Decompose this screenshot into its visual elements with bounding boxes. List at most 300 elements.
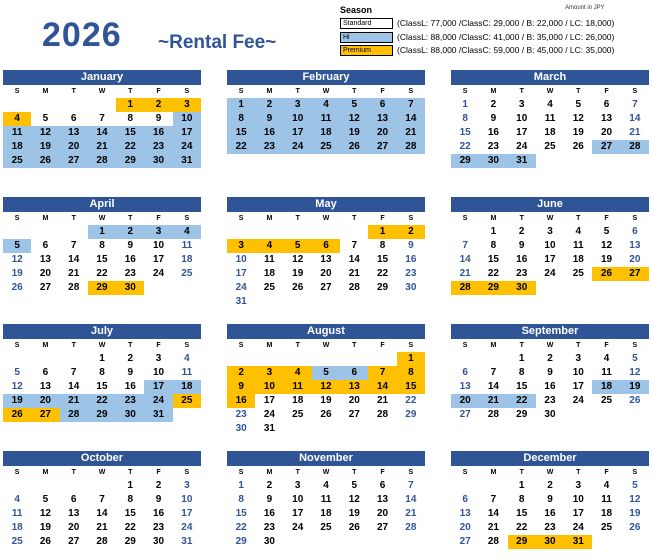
day-cell: 5 <box>42 113 49 124</box>
day-cell: 10 <box>255 380 283 394</box>
month-days-grid <box>227 85 425 154</box>
day-cell: 8 <box>397 366 425 380</box>
day-cell: 7 <box>99 113 105 124</box>
legend-text-hi: (ClassL: 88,000 /ClassC: 41,000 / B: 35,000 / LC: 26,000) <box>397 32 615 42</box>
day-cell: 25 <box>173 394 201 408</box>
day-cell: 8 <box>127 494 134 505</box>
weekday-label: T <box>352 215 357 222</box>
day-cell: 29 <box>516 409 528 420</box>
day-cell: 27 <box>320 282 332 293</box>
day-cell: 24 <box>235 282 247 293</box>
day-cell: 21 <box>459 268 471 279</box>
day-cell: 25 <box>572 268 584 279</box>
day-cell: 28 <box>405 522 417 533</box>
day-cell: 18 <box>544 127 556 138</box>
empty-cell <box>3 352 31 366</box>
weekday-label: S <box>14 469 20 476</box>
day-cell: 20 <box>68 522 80 533</box>
weekday-label: S <box>462 88 468 95</box>
weekday-label: S <box>632 215 638 222</box>
month-january <box>3 70 201 168</box>
year-title: 2026 <box>42 16 122 54</box>
day-cell: 11 <box>11 508 23 519</box>
empty-cell <box>284 225 312 239</box>
weekday-label: F <box>156 342 161 349</box>
empty-cell <box>340 352 368 366</box>
weekday-label: T <box>352 88 357 95</box>
legend-row-standard <box>340 17 614 29</box>
day-cell: 13 <box>368 112 396 126</box>
day-cell: 24 <box>516 141 528 152</box>
day-cell: 17 <box>292 508 304 519</box>
weekday-label: S <box>408 215 414 222</box>
day-cell: 26 <box>320 409 332 420</box>
day-cell: 12 <box>31 126 59 140</box>
empty-cell <box>60 98 88 112</box>
month-march <box>451 70 649 168</box>
day-cell: 15 <box>116 126 144 140</box>
day-cell: 16 <box>144 126 172 140</box>
day-cell: 14 <box>629 113 641 124</box>
day-cell: 5 <box>603 226 610 237</box>
weekday-label: M <box>266 215 273 222</box>
day-cell: 3 <box>547 226 553 237</box>
empty-cell <box>60 479 88 493</box>
day-cell: 19 <box>11 268 23 279</box>
day-cell: 4 <box>173 225 201 239</box>
empty-cell <box>88 98 116 112</box>
day-cell: 2 <box>155 480 162 491</box>
weekday-label: S <box>632 342 638 349</box>
weekday-label: T <box>576 342 581 349</box>
day-cell: 2 <box>490 99 497 110</box>
day-cell: 23 <box>487 141 499 152</box>
day-cell: 15 <box>516 508 528 519</box>
empty-cell <box>368 352 396 366</box>
day-cell: 28 <box>96 536 108 547</box>
month-header: March <box>451 70 649 85</box>
month-days-grid <box>227 212 425 309</box>
month-header: June <box>451 197 649 212</box>
day-cell: 3 <box>284 98 312 112</box>
day-cell: 18 <box>11 522 23 533</box>
day-cell: 25 <box>544 141 556 152</box>
weekday-label: T <box>519 88 524 95</box>
weekday-label: S <box>632 469 638 476</box>
day-cell: 28 <box>487 536 499 547</box>
weekday-label: W <box>322 88 330 95</box>
legend-swatch-premium: Premium <box>340 45 393 56</box>
day-cell: 22 <box>227 140 255 154</box>
day-cell: 29 <box>124 536 136 547</box>
day-cell: 26 <box>348 522 360 533</box>
month-october <box>3 451 201 549</box>
day-cell: 18 <box>3 140 31 154</box>
day-cell: 26 <box>592 267 620 281</box>
day-cell: 28 <box>451 281 479 295</box>
day-cell: 8 <box>518 494 525 505</box>
day-cell: 9 <box>547 367 553 378</box>
legend-row-premium <box>340 44 614 56</box>
day-cell: 3 <box>575 480 582 491</box>
day-cell: 4 <box>603 353 610 364</box>
day-cell: 2 <box>397 225 425 239</box>
day-cell: 21 <box>88 140 116 154</box>
day-cell: 13 <box>60 126 88 140</box>
day-cell: 14 <box>405 494 417 505</box>
day-cell: 11 <box>181 240 193 251</box>
month-april <box>3 197 201 295</box>
day-cell: 9 <box>255 112 283 126</box>
day-cell: 17 <box>181 508 193 519</box>
day-cell: 26 <box>629 522 641 533</box>
day-cell: 3 <box>294 480 301 491</box>
day-cell: 31 <box>235 296 247 307</box>
day-cell: 1 <box>518 353 525 364</box>
weekday-label: W <box>322 342 330 349</box>
day-cell: 24 <box>572 522 584 533</box>
day-cell: 6 <box>42 367 49 378</box>
weekday-label: T <box>71 469 76 476</box>
day-cell: 13 <box>39 381 51 392</box>
day-cell: 14 <box>68 381 80 392</box>
day-cell: 12 <box>11 381 23 392</box>
day-cell: 4 <box>547 99 553 110</box>
day-cell: 8 <box>462 113 468 124</box>
day-cell: 11 <box>284 380 312 394</box>
day-cell: 13 <box>601 113 613 124</box>
day-cell: 26 <box>31 154 59 168</box>
day-cell: 14 <box>96 508 108 519</box>
day-cell: 4 <box>184 353 190 364</box>
day-cell: 23 <box>116 394 144 408</box>
day-cell: 5 <box>632 480 638 491</box>
weekday-label: T <box>352 342 357 349</box>
weekday-label: S <box>632 88 638 95</box>
weekday-label: T <box>295 342 300 349</box>
day-cell: 21 <box>348 268 360 279</box>
day-cell: 29 <box>479 281 507 295</box>
day-cell: 27 <box>60 154 88 168</box>
month-november <box>227 451 425 549</box>
day-cell: 7 <box>70 240 77 251</box>
day-cell: 13 <box>459 508 471 519</box>
day-cell: 19 <box>348 508 360 519</box>
day-cell: 27 <box>592 140 620 154</box>
day-cell: 6 <box>632 226 638 237</box>
month-december <box>451 451 649 549</box>
day-cell: 14 <box>68 254 80 265</box>
day-cell: 2 <box>144 98 172 112</box>
weekday-label: W <box>546 88 554 95</box>
day-cell: 26 <box>572 141 584 152</box>
day-cell: 31 <box>144 408 172 422</box>
day-cell: 22 <box>405 395 417 406</box>
day-cell: 27 <box>377 522 389 533</box>
day-cell: 26 <box>39 536 51 547</box>
month-february <box>227 70 425 154</box>
day-cell: 21 <box>405 508 417 519</box>
day-cell: 19 <box>292 268 304 279</box>
day-cell: 22 <box>235 522 247 533</box>
empty-cell <box>31 479 59 493</box>
legend-title: Season <box>340 5 373 15</box>
day-cell: 13 <box>377 494 389 505</box>
day-cell: 7 <box>99 494 105 505</box>
day-cell: 28 <box>397 140 425 154</box>
empty-cell <box>60 225 88 239</box>
day-cell: 1 <box>368 225 396 239</box>
day-cell: 18 <box>292 395 304 406</box>
day-cell: 17 <box>572 381 584 392</box>
weekday-label: W <box>98 469 106 476</box>
month-header: February <box>227 70 425 85</box>
day-cell: 1 <box>99 353 105 364</box>
empty-cell <box>479 352 507 366</box>
day-cell: 17 <box>144 380 172 394</box>
legend-swatch-standard: Standard <box>340 18 393 29</box>
day-cell: 10 <box>516 113 528 124</box>
day-cell: 12 <box>572 113 584 124</box>
day-cell: 21 <box>60 394 88 408</box>
day-cell: 19 <box>39 522 51 533</box>
day-cell: 30 <box>544 409 556 420</box>
weekday-label: S <box>184 469 190 476</box>
weekday-label: T <box>128 215 133 222</box>
legend-text-premium: (ClassL: 88,000 /ClassC: 59,000 / B: 45,000 / LC: 35,000) <box>397 45 615 55</box>
day-cell: 4 <box>323 480 329 491</box>
day-cell: 9 <box>127 367 134 378</box>
day-cell: 9 <box>490 113 497 124</box>
day-cell: 23 <box>544 522 556 533</box>
day-cell: 13 <box>629 240 641 251</box>
day-cell: 28 <box>348 282 360 293</box>
day-cell: 5 <box>575 99 582 110</box>
day-cell: 15 <box>227 126 255 140</box>
day-cell: 8 <box>127 113 134 124</box>
day-cell: 12 <box>348 494 360 505</box>
day-cell: 20 <box>601 127 613 138</box>
day-cell: 6 <box>603 99 610 110</box>
day-cell: 19 <box>601 254 613 265</box>
empty-cell <box>3 98 31 112</box>
weekday-label: S <box>14 342 20 349</box>
month-june <box>451 197 649 295</box>
day-cell: 16 <box>544 381 556 392</box>
day-cell: 16 <box>516 254 528 265</box>
day-cell: 24 <box>544 268 556 279</box>
day-cell: 22 <box>124 522 136 533</box>
weekday-label: S <box>408 88 414 95</box>
day-cell: 4 <box>14 494 20 505</box>
day-cell: 7 <box>490 494 497 505</box>
empty-cell <box>312 352 340 366</box>
empty-cell <box>3 225 31 239</box>
day-cell: 27 <box>459 409 471 420</box>
day-cell: 29 <box>88 408 116 422</box>
day-cell: 17 <box>572 508 584 519</box>
day-cell: 25 <box>320 522 332 533</box>
weekday-label: T <box>71 88 76 95</box>
day-cell: 7 <box>462 240 468 251</box>
month-days-grid <box>451 212 649 295</box>
day-cell: 9 <box>266 494 273 505</box>
day-cell: 26 <box>340 140 368 154</box>
weekday-label: S <box>184 215 190 222</box>
day-cell: 13 <box>459 381 471 392</box>
day-cell: 25 <box>181 268 193 279</box>
day-cell: 22 <box>96 268 108 279</box>
empty-cell <box>3 479 31 493</box>
day-cell: 5 <box>284 239 312 253</box>
day-cell: 27 <box>459 536 471 547</box>
weekday-label: S <box>238 215 244 222</box>
weekday-label: M <box>42 215 49 222</box>
day-cell: 23 <box>544 395 556 406</box>
day-cell: 30 <box>536 535 564 549</box>
day-cell: 20 <box>320 268 332 279</box>
weekday-label: T <box>576 469 581 476</box>
weekday-label: W <box>98 215 106 222</box>
weekday-label: F <box>604 342 609 349</box>
month-header: January <box>3 70 201 85</box>
day-cell: 6 <box>70 113 77 124</box>
day-cell: 10 <box>153 240 165 251</box>
day-cell: 9 <box>547 494 553 505</box>
day-cell: 24 <box>292 522 304 533</box>
day-cell: 23 <box>144 140 172 154</box>
day-cell: 10 <box>181 494 193 505</box>
day-cell: 17 <box>235 268 247 279</box>
weekday-label: T <box>295 88 300 95</box>
day-cell: 25 <box>263 282 275 293</box>
weekday-label: W <box>546 469 554 476</box>
day-cell: 6 <box>379 480 386 491</box>
day-cell: 24 <box>173 140 201 154</box>
day-cell: 25 <box>312 140 340 154</box>
weekday-label: T <box>128 342 133 349</box>
day-cell: 23 <box>255 140 283 154</box>
day-cell: 6 <box>462 494 468 505</box>
weekday-label: T <box>519 342 524 349</box>
day-cell: 30 <box>116 408 144 422</box>
day-cell: 12 <box>39 508 51 519</box>
weekday-label: M <box>490 215 497 222</box>
day-cell: 20 <box>459 522 471 533</box>
weekday-label: M <box>490 469 497 476</box>
weekday-label: M <box>490 88 497 95</box>
day-cell: 2 <box>227 366 255 380</box>
weekday-label: F <box>156 469 161 476</box>
day-cell: 24 <box>284 140 312 154</box>
day-cell: 5 <box>632 353 638 364</box>
day-cell: 28 <box>621 140 649 154</box>
day-cell: 14 <box>88 126 116 140</box>
weekday-label: M <box>266 469 273 476</box>
day-cell: 12 <box>629 494 641 505</box>
day-cell: 4 <box>255 239 283 253</box>
day-cell: 13 <box>68 508 80 519</box>
weekday-label: T <box>71 215 76 222</box>
weekday-label: F <box>380 88 385 95</box>
day-cell: 2 <box>266 480 273 491</box>
day-cell: 11 <box>3 126 31 140</box>
weekday-label: M <box>42 88 49 95</box>
weekday-label: S <box>462 215 468 222</box>
month-days-grid <box>3 85 201 168</box>
day-cell: 30 <box>144 154 172 168</box>
day-cell: 25 <box>3 154 31 168</box>
day-cell: 20 <box>629 254 641 265</box>
day-cell: 6 <box>312 239 340 253</box>
day-cell: 10 <box>544 240 556 251</box>
day-cell: 27 <box>348 409 360 420</box>
empty-cell <box>31 98 59 112</box>
day-cell: 10 <box>284 112 312 126</box>
day-cell: 1 <box>397 352 425 366</box>
day-cell: 24 <box>144 394 172 408</box>
day-cell: 30 <box>153 536 165 547</box>
day-cell: 21 <box>479 394 507 408</box>
amount-note: Amount in JPY <box>565 5 605 11</box>
day-cell: 14 <box>487 508 499 519</box>
weekday-label: M <box>266 88 273 95</box>
day-cell: 17 <box>544 254 556 265</box>
empty-cell <box>479 479 507 493</box>
day-cell: 16 <box>544 508 556 519</box>
day-cell: 18 <box>173 380 201 394</box>
month-header: September <box>451 324 649 339</box>
month-days-grid <box>451 339 649 422</box>
empty-cell <box>340 225 368 239</box>
day-cell: 19 <box>572 127 584 138</box>
day-cell: 22 <box>508 394 536 408</box>
day-cell: 29 <box>377 282 389 293</box>
weekday-label: T <box>576 215 581 222</box>
weekday-label: M <box>490 342 497 349</box>
day-cell: 4 <box>312 98 340 112</box>
day-cell: 11 <box>544 113 556 124</box>
weekday-label: W <box>322 469 330 476</box>
day-cell: 9 <box>155 494 162 505</box>
day-cell: 18 <box>312 126 340 140</box>
day-cell: 18 <box>320 508 332 519</box>
day-cell: 11 <box>601 494 612 505</box>
weekday-label: F <box>604 469 609 476</box>
month-july <box>3 324 201 422</box>
weekday-label: T <box>519 215 524 222</box>
day-cell: 29 <box>116 154 144 168</box>
weekday-label: W <box>546 215 554 222</box>
day-cell: 1 <box>238 480 244 491</box>
month-days-grid <box>451 85 649 168</box>
weekday-label: F <box>156 88 161 95</box>
day-cell: 3 <box>518 99 525 110</box>
day-cell: 29 <box>235 536 247 547</box>
day-cell: 27 <box>368 140 396 154</box>
weekday-label: S <box>462 469 468 476</box>
day-cell: 19 <box>629 508 641 519</box>
weekday-label: S <box>184 342 190 349</box>
day-cell: 24 <box>153 268 165 279</box>
legend-text-standard: (ClassL: 77,000 /ClassC: 29,000 / B: 22,000 / LC: 18,000) <box>397 18 615 28</box>
day-cell: 18 <box>601 508 613 519</box>
month-days-grid <box>3 466 201 549</box>
weekday-label: F <box>604 215 609 222</box>
day-cell: 15 <box>96 381 108 392</box>
day-cell: 22 <box>516 522 528 533</box>
day-cell: 10 <box>235 254 247 265</box>
